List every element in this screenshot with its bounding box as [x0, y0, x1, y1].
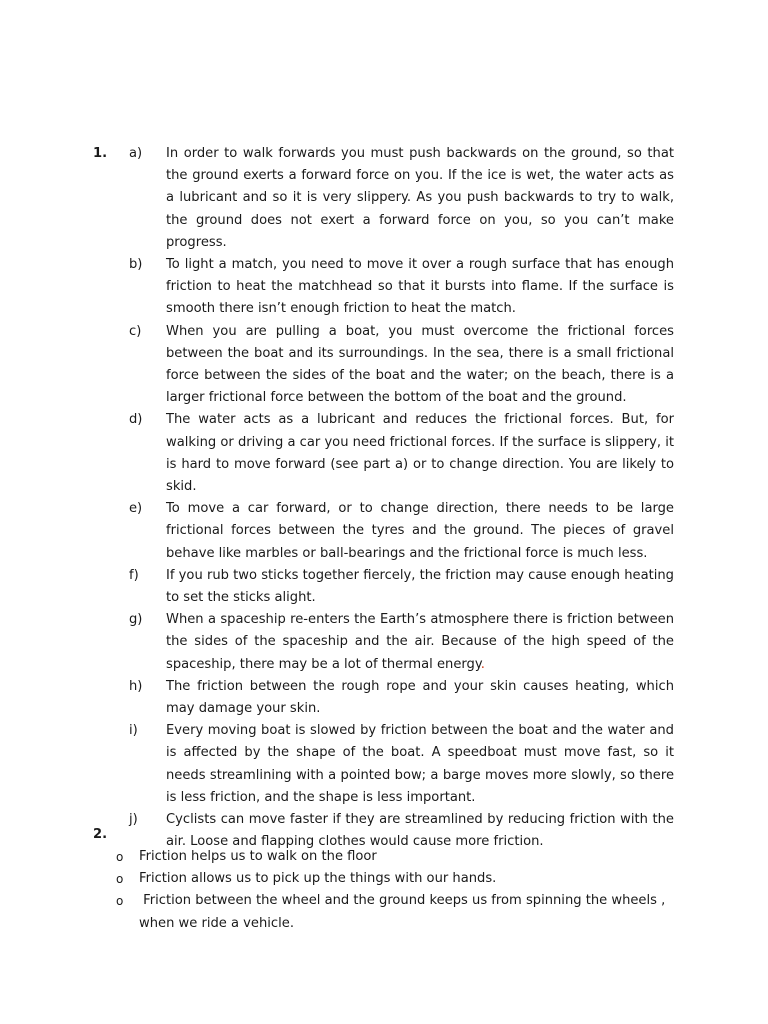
answer-text-body: In order to walk forwards you must push backwards on the ground, so that the ground exerts a forward force on you. If the ice is wet, the water acts as a lubricant and so it is very slippery. As you push backwards to try to walk, the ground does not exert a forward force on you, so you can’t make progress.	[166, 146, 674, 250]
answer-item	[0, 676, 768, 720]
answer-text	[166, 409, 674, 498]
question-2-number: 2.	[93, 827, 108, 842]
answer-item	[0, 498, 768, 565]
answer-text	[166, 720, 674, 809]
answer-label: f)	[129, 567, 139, 583]
answer-item	[0, 321, 768, 410]
answer-label: b)	[129, 257, 143, 273]
answer-label: i)	[129, 723, 138, 739]
bullet-marker: o	[116, 872, 124, 887]
answer-text-body: To light a match, you need to move it over a rough surface that has enough friction to heat the matchhead so that it bursts into flame. If the surface is smooth there isn’t enough friction to heat the match.	[166, 257, 674, 317]
answer-text-body: To move a car forward, or to change direction, there needs to be large frictional forces between the tyres and the ground. The pieces of gravel behave like marbles or ball-bearings and the frictional force is much less.	[166, 501, 674, 561]
answer-item	[0, 565, 768, 609]
answer-text	[166, 565, 674, 609]
answer-text	[166, 498, 674, 565]
answer-item	[0, 254, 768, 321]
answer-text-body: Cyclists can move faster if they are streamlined by reducing friction with the air. Loose and flapping clothes would cause more friction.	[166, 812, 674, 850]
answer-text	[166, 676, 674, 720]
answer-text-body: The friction between the rough rope and your skin causes heating, which may damage your skin.	[166, 678, 674, 717]
bullet-item	[0, 868, 768, 890]
answer-label: e)	[129, 501, 143, 517]
answer-text	[166, 321, 674, 410]
answer-label: c)	[129, 323, 142, 339]
answer-item	[0, 609, 768, 676]
question-1-answers	[0, 143, 768, 854]
answer-text	[166, 143, 674, 254]
answer-text	[166, 609, 674, 676]
answer-item	[0, 720, 768, 809]
answer-item	[0, 143, 768, 254]
bullet-item	[0, 846, 768, 868]
bullet-item	[0, 890, 768, 934]
answer-label: a)	[129, 146, 143, 161]
bullet-text: Friction helps us to walk on the floor	[139, 849, 377, 864]
answer-label: h)	[129, 678, 143, 694]
answer-label: d)	[129, 412, 143, 428]
answer-label: j)	[129, 812, 138, 828]
answer-label: g)	[129, 612, 143, 628]
question-1-number: 1.	[93, 146, 108, 161]
answer-text-body: If you rub two sticks together fiercely, the friction may cause enough heating to set the sticks alight.	[166, 567, 674, 606]
bullet-marker: o	[116, 894, 124, 909]
answer-text-body: The water acts as a lubricant and reduces the frictional forces. But, for walking or driving a car you need frictional forces. If the surface is slippery, it is hard to move forward (see part a) or to change direction. You are likely to skid.	[166, 412, 674, 495]
bullet-text: Friction between the wheel and the ground keeps us from spinning the wheels , when we ride a vehicle.	[139, 893, 670, 931]
answer-item	[0, 409, 768, 498]
answer-text	[166, 254, 674, 321]
answer-text-body: When you are pulling a boat, you must overcome the frictional forces between the boat and its surroundings. In the sea, there is a small frictional force between the sides of the boat and the water; on the beach, there is a larger frictional force between the bottom of the boat and the ground.	[166, 323, 674, 406]
answer-text-body: Every moving boat is slowed by friction between the boat and the water and is affected by the shape of the boat. A speedboat must move fast, so it needs streamlining with a pointed bow; a barge moves more slowly, so there is less friction, and the shape is less important.	[166, 723, 674, 805]
question-2-answers	[0, 846, 768, 935]
answer-text-body: When a spaceship re-enters the Earth’s atmosphere there is friction between the sides of the spaceship and the air. Because of the high speed of the spaceship, there may be a lot of thermal energy	[166, 612, 674, 672]
answer-text-trailing-mark: .	[480, 656, 485, 672]
bullet-text: Friction allows us to pick up the things with our hands.	[139, 871, 497, 887]
bullet-marker: o	[116, 850, 124, 864]
